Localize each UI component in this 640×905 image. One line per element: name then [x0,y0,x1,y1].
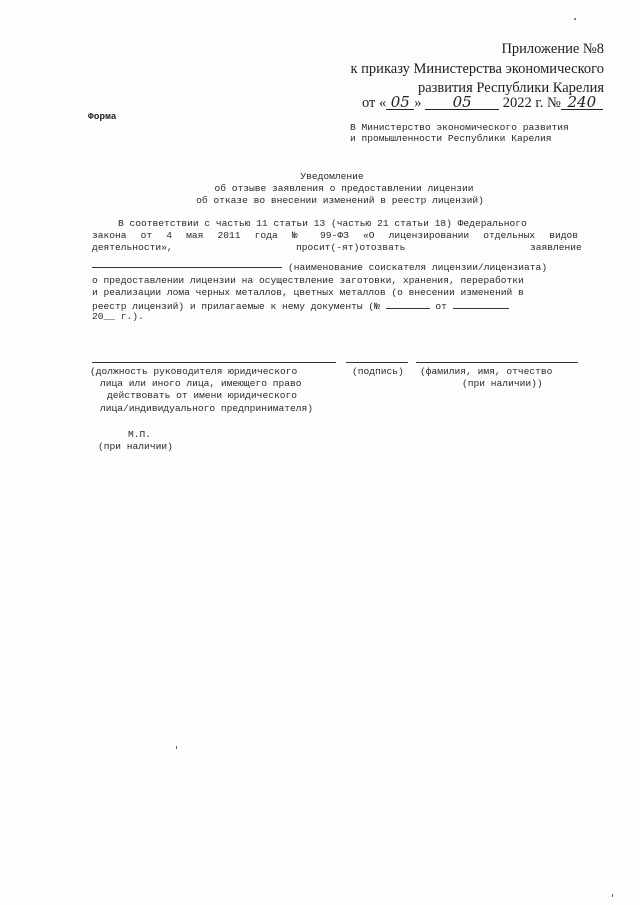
document-date-blank [453,299,509,309]
applicant-name-blank [92,267,282,268]
scan-speck [176,746,177,749]
body-p2-line-3-left: реестр лицензий) и прилагаемые к нему документы (№ [92,301,380,312]
addressee-line-2: и промышленности Республики Карелия [350,133,552,144]
date-month: 05 [425,95,499,110]
position-signature-line [92,362,336,363]
date-year: 2022 г. № [502,95,561,111]
body-p2-line-3 [92,299,509,312]
stamp-caption: (при наличии) [98,441,173,452]
applicant-caption: (наименование соискателя лицензии/лицензиата) [288,262,548,273]
body-p2-line-4: 20__ г.). [92,311,144,322]
notice-subtitle-2: об отказе во внесении изменений в реестр лицензий) [196,195,484,206]
stamp-label: М.П. [128,429,152,440]
position-caption-4: лица/индивидуального предпринимателя) [100,403,314,414]
form-label: Форма [88,111,117,122]
body-p2-line-3-ot: от [435,301,447,312]
order-number: 240 [561,95,603,110]
order-line: к приказу Министерства экономического [350,61,604,77]
full-name-caption-2: (при наличии)) [462,378,543,389]
body-p1-line-2: закона от 4 мая 2011 года № 99-ФЗ «О лицензировании отдельных видов [92,230,578,241]
scan-mark [574,18,576,20]
position-caption-1: (должность руководителя юридического [90,366,298,377]
body-p1-line-3-mid: просит(-ят)отозвать [296,242,406,253]
position-caption-3: действовать от имени юридического [107,390,297,401]
notice-title: Уведомление [300,171,364,182]
document-number-blank [386,299,430,309]
body-p1-line-3-left: деятельности», [92,242,173,253]
notice-subtitle-1: об отзыве заявления о предоставлении лицензии [214,183,474,194]
full-name-caption-1: (фамилия, имя, отчество [420,366,553,377]
scan-speck [612,894,613,897]
signature-caption: (подпись) [352,366,404,377]
addressee-line-1: В Министерство экономического развития [350,122,569,133]
org-line: развития Республики Карелия [417,80,604,96]
position-caption-2: лица или иного лица, имеющего право [100,378,302,389]
date-day: 05 [386,95,414,110]
date-prefix: от « [362,95,387,111]
body-p1-line-3-right: заявление [530,242,582,253]
body-p2-line-2: и реализации лома черных металлов, цветных металлов (о внесении изменений в [92,287,524,298]
order-date-line [362,95,603,112]
body-p2-line-1: о предоставлении лицензии на осуществление заготовки, хранения, переработки [92,275,524,286]
full-name-line [416,362,578,363]
appendix-title: Приложение №8 [501,41,604,57]
date-mid: » [414,95,422,111]
body-p1-line-1: В соответствии с частью 11 статьи 13 (частью 21 статьи 18) Федерального [118,218,527,229]
sign-line [346,362,408,363]
